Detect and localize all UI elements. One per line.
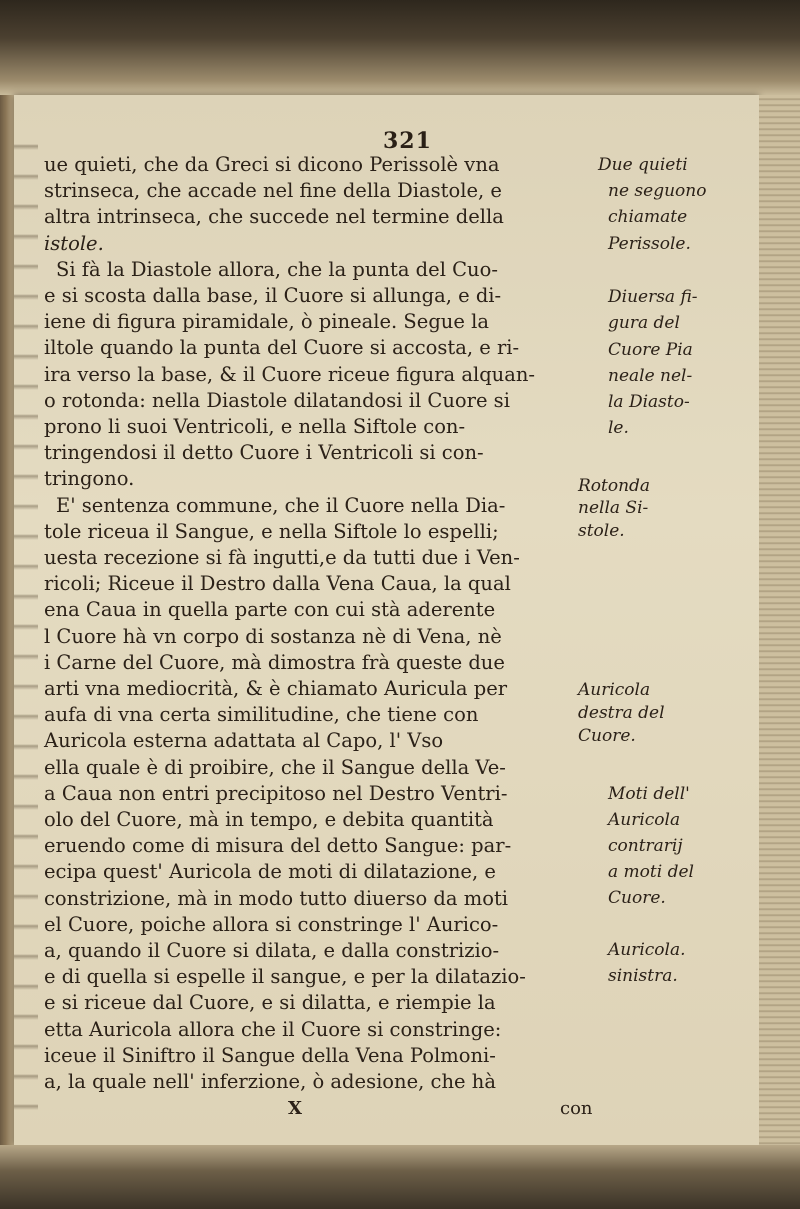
gutter-bleed: [14, 120, 38, 1130]
margin-note: Cuore.: [608, 887, 666, 908]
text-line: Auricola esterna adattata al Capo, l' Vso: [44, 729, 444, 753]
text-line: a, quando il Cuore si dilata, e dalla constrizio-: [44, 939, 500, 962]
text-line: iltole quando la punta del Cuore si accosta, e ri-: [44, 336, 520, 360]
text-line: o rotonda: nella Diastole dilatandosi il Cuore si: [44, 388, 510, 412]
margin-note: Moti dell': [608, 784, 690, 805]
text-line: e di quella si espelle il sangue, e per la dilatazio-: [44, 965, 526, 989]
text-line: istole.: [44, 231, 104, 255]
margin-note: chiamate: [608, 207, 688, 228]
margin-note: le.: [608, 417, 629, 438]
margin-note: Perissole.: [608, 234, 691, 255]
margin-note: a moti del: [608, 861, 694, 882]
page-stack-edge: [759, 95, 800, 1145]
signature-mark: X: [288, 1098, 302, 1120]
text-line: e si scosta dalla base, il Cuore si allunga, e di-: [44, 284, 502, 307]
text-line: uesta recezione si fà ingutti,e da tutti due i Ven-: [44, 546, 520, 569]
page-number: 321: [383, 128, 432, 154]
margin-note: Auricola: [578, 679, 651, 700]
text-line: arti vna mediocrità, & è chiamato Auricula per: [44, 677, 508, 700]
margin-note: destra del: [578, 702, 665, 723]
text-line: ricoli; Riceue il Destro dalla Vena Caua, la qual: [44, 572, 511, 596]
text-line: eruendo come di misura del detto Sangue: par-: [44, 834, 512, 858]
margin-note: sinistra.: [608, 965, 678, 986]
text-line: altra intrinseca, che succede nel termine della: [44, 205, 504, 229]
margin-note: Cuore.: [578, 726, 636, 747]
text-line: ena Caua in quella parte con cui stà aderente: [44, 598, 496, 622]
text-line: constrizione, mà in modo tutto diuerso da moti: [44, 886, 509, 910]
text-line: ella quale è di proibire, che il Sangue della Ve-: [44, 755, 506, 779]
text-line: ecipa quest' Auricola de moti di dilatazione, e: [44, 860, 496, 884]
margin-note: Auricola: [608, 810, 681, 831]
text-line: i Carne del Cuore, mà dimostra frà queste due: [44, 650, 505, 674]
text-line: iceue il Siniftro il Sangue della Vena Polmoni-: [44, 1043, 496, 1067]
margin-note: neale nel-: [608, 365, 693, 386]
text-line: el Cuore, poiche allora si constringe l' Aurico-: [44, 912, 499, 936]
text-line: olo del Cuore, mà in tempo, e debita quantità: [44, 808, 494, 831]
text-line: l Cuore hà vn corpo di sostanza nè di Vena, nè: [44, 624, 502, 648]
book-bottom-edge: [0, 1145, 800, 1209]
margin-note: contrarij: [608, 836, 683, 857]
text-line: etta Auricola allora che il Cuore si constringe:: [44, 1017, 502, 1041]
text-line: iene di figura piramidale, ò pineale. Segue la: [44, 310, 489, 334]
text-line: tringono.: [44, 467, 135, 491]
text-line: tole riceua il Sangue, e nella Siftole lo espelli;: [44, 519, 499, 543]
text-line: E' sentenza commune, che il Cuore nella Dia-: [56, 493, 506, 517]
margin-note: Diuersa fi-: [608, 286, 698, 307]
margin-note: stole.: [578, 521, 625, 542]
margin-note: nella Si-: [578, 497, 649, 518]
margin-note: la Diasto-: [608, 391, 690, 412]
margin-note: gura del: [608, 312, 680, 333]
margin-note: Due quieti: [598, 154, 688, 175]
margin-note: ne seguono: [608, 181, 707, 202]
text-line: strinseca, che accade nel fine della Diastole, e: [44, 179, 502, 203]
catchword: con: [560, 1098, 593, 1120]
text-line: ue quieti, che da Greci si dicono Perissolè vna: [44, 153, 500, 176]
margin-note: Rotonda: [578, 476, 651, 497]
book-top-edge: [0, 0, 800, 95]
text-line: tringendosi il detto Cuore i Ventricoli si con-: [44, 441, 484, 465]
text-line: a Caua non entri precipitoso nel Destro Ventri-: [44, 781, 508, 805]
text-line: a, la quale nell' inferzione, ò adesione, che hà: [44, 1070, 496, 1093]
text-line: aufa di vna certa similitudine, che tiene con: [44, 703, 479, 727]
margin-note: Auricola.: [608, 939, 686, 960]
text-line: ira verso la base, & il Cuore riceue figura alquan-: [44, 362, 536, 386]
text-line: Si fà la Diastole allora, che la punta del Cuo-: [56, 257, 498, 281]
text-line: prono li suoi Ventricoli, e nella Siftole con-: [44, 415, 466, 438]
text-line: e si riceue dal Cuore, e si dilatta, e riempie la: [44, 991, 496, 1015]
margin-note: Cuore Pia: [608, 339, 693, 360]
